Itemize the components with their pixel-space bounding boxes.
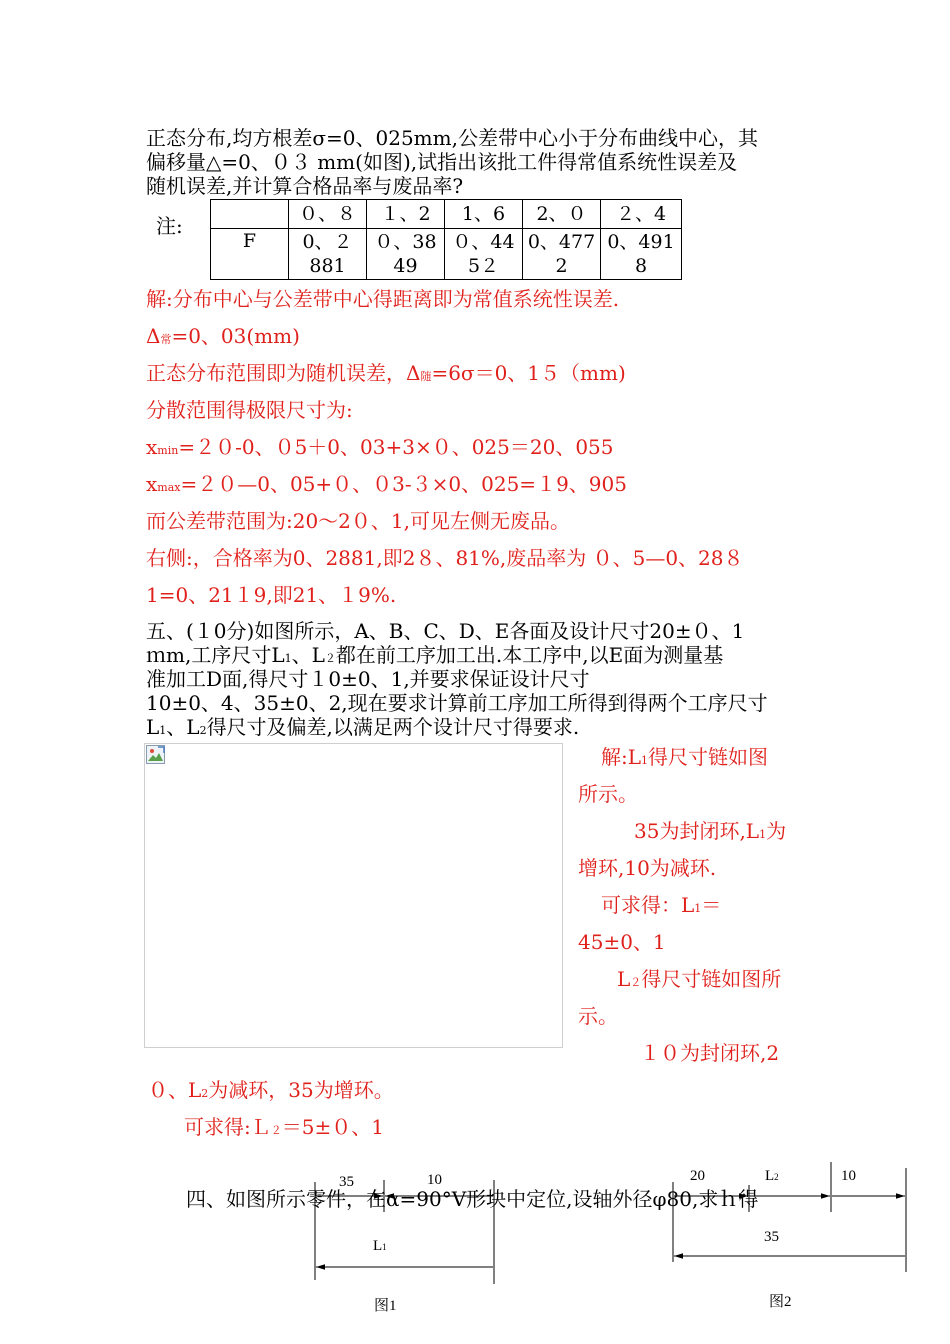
text: =0、03(mm) [171,324,300,348]
cell-line: 8 [634,255,648,277]
missing-figure-image [144,743,563,1048]
text: 为减环，35为增环。 [208,1078,394,1102]
solution2-line-3 [634,815,786,844]
solution1-line-7: 而公差带范围为:20～2０、1,可见左侧无废品。 [146,509,570,533]
solution1-line-8: 右侧:，合格率为0、2881,即2８、81%,废品率为 ０、5—0、28８ [146,546,744,570]
text: L [373,1238,383,1254]
solution2-line-7 [617,963,781,992]
cell-line: 5２ [467,255,500,277]
table-row-label: F [211,229,289,280]
solution1-line-9: 1=0、21１9,即21、１9%. [146,583,397,607]
table-header-row [211,200,682,229]
intro-line-2: 偏移量△=0、０３ mm(如图),试指出该批工件得常值系统性误差及 [146,150,738,174]
fig2-label-L2 [765,1168,779,1185]
table-header-cell: 1、6 [445,200,523,229]
subscript: 随 [420,370,432,383]
fig2-label-10: 10 [841,1168,856,1184]
solution1-line-2 [146,320,300,349]
table-header-cell: 2、０ [523,200,601,229]
problem5-line-1: 五、(１0分)如图所示，A、B、C、D、E各面及设计尺寸20±０、1 [146,619,745,643]
subscript: 1 [284,652,292,665]
solution2-line-5 [601,889,721,918]
solution2-line-1 [601,741,768,770]
solution2-line-9: １０为封闭环,2 [640,1041,780,1065]
table-row [211,229,682,280]
subscript: ２ [630,976,642,989]
text: 解:L [601,745,642,769]
cell-line: ０、44 [452,231,515,253]
text: L [765,1168,775,1184]
solution1-line-4: 分散范围得极限尺寸为: [146,398,353,422]
subscript: 常 [160,333,172,346]
text: x [146,435,158,459]
text: 都在前工序加工出.本工序中,以E面为测量基 [335,643,724,667]
text: 正态分布范围即为随机误差，Δ [146,361,421,385]
solution2-line-11 [184,1111,384,1140]
text: 可求得：L [601,893,695,917]
broken-image-icon [146,745,166,765]
fig1-label-L1 [373,1238,387,1255]
text: Δ [146,324,161,348]
solution1-line-6 [146,468,627,497]
table-cell [601,229,682,280]
intro-line-1: 正态分布,均方根差σ=0、025mm,公差带中心小于分布曲线中心，其 [146,126,758,150]
subscript: 1 [694,902,702,915]
text: 、L [291,643,325,667]
solution1-line-1: 解:分布中心与公差带中心得距离即为常值系统性误差. [146,287,620,311]
solution2-line-2: 所示。 [578,782,638,806]
subscript: min [157,444,179,457]
text: ＝5±０、1 [281,1115,384,1139]
text: 35为封闭环,L [634,819,760,843]
subscript: 2 [199,724,207,737]
cell-line: 2 [555,255,568,277]
table-header-cell: ２、4 [601,200,682,229]
text: ０、L [148,1078,202,1102]
cell-line: 881 [309,255,346,277]
problem5-line-4: 10±0、4、35±0、2,现在要求计算前工序加工所得到得两个工序尺寸 [146,691,768,715]
text: ＝ [701,893,722,917]
text: L [617,967,631,991]
table-header-cell: ０、８ [289,200,367,229]
text: x [146,472,158,496]
subscript: max [157,481,181,494]
subscript: 1 [641,754,649,767]
solution2-line-6: 45±0、1 [578,930,666,954]
subscript: 2 [774,1172,779,1182]
text: 得尺寸链如图 [648,745,769,769]
fig1-caption: 图1 [374,1298,397,1314]
fig1-label-10: 10 [427,1172,442,1188]
text: 为 [766,819,787,843]
problem4-text: 四、如图所示零件，在α=90°V形块中定位,设轴外径φ80,求ｈ得 [186,1187,759,1211]
solution1-line-5 [146,431,614,460]
text: =6σ＝0、1５（mm) [431,361,626,385]
table-cell [523,229,601,280]
fig2-label-20: 20 [690,1168,705,1184]
problem5-line-5 [146,715,579,743]
cell-line: ０、38 [374,231,437,253]
text: L [146,715,160,739]
text: =２０—0、05+０、０3-３×0、025=１9、905 [180,472,627,496]
cell-line: 0、２ [302,231,353,253]
text: =２０-0、０5＋0、03+3×０、025＝20、055 [178,435,614,459]
text: 、L [166,715,200,739]
table-header-cell: １、2 [367,200,445,229]
text: 得尺寸及偏差,以满足两个设计尺寸得要求. [206,715,580,739]
text: ｍm,工序尺寸L [146,643,285,667]
table-note-label: 注: [156,214,183,238]
solution1-line-3 [146,357,626,386]
subscript: ２ [270,1124,282,1137]
solution2-line-4: 增环,10为减环. [578,856,717,880]
fig2-label-35: 35 [764,1229,779,1245]
cell-line: 0、477 [527,231,596,253]
solution2-line-10 [148,1074,394,1103]
table-cell [289,229,367,280]
subscript: 1 [382,1242,387,1252]
subscript: 1 [159,724,167,737]
subscript: ２ [324,652,336,665]
table-header-cell [211,200,289,229]
text: 得尺寸链如图所 [641,967,782,991]
fig2-caption: 图2 [769,1294,792,1310]
text: 可求得:Ｌ [184,1115,271,1139]
problem5-line-3: 准加工D面,得尺寸１0±0、1,并要求保证设计尺寸 [146,667,590,691]
cell-line: 49 [393,255,418,277]
solution2-line-8: 示。 [578,1004,618,1028]
fig1-label-35: 35 [339,1174,354,1190]
subscript: 1 [759,828,767,841]
normal-distribution-table [210,199,682,280]
table-cell [367,229,445,280]
cell-line: 0、491 [607,231,675,253]
intro-line-3: 随机误差,并计算合格品率与废品率? [146,174,464,198]
table-cell [445,229,523,280]
subscript: 2 [201,1087,209,1100]
